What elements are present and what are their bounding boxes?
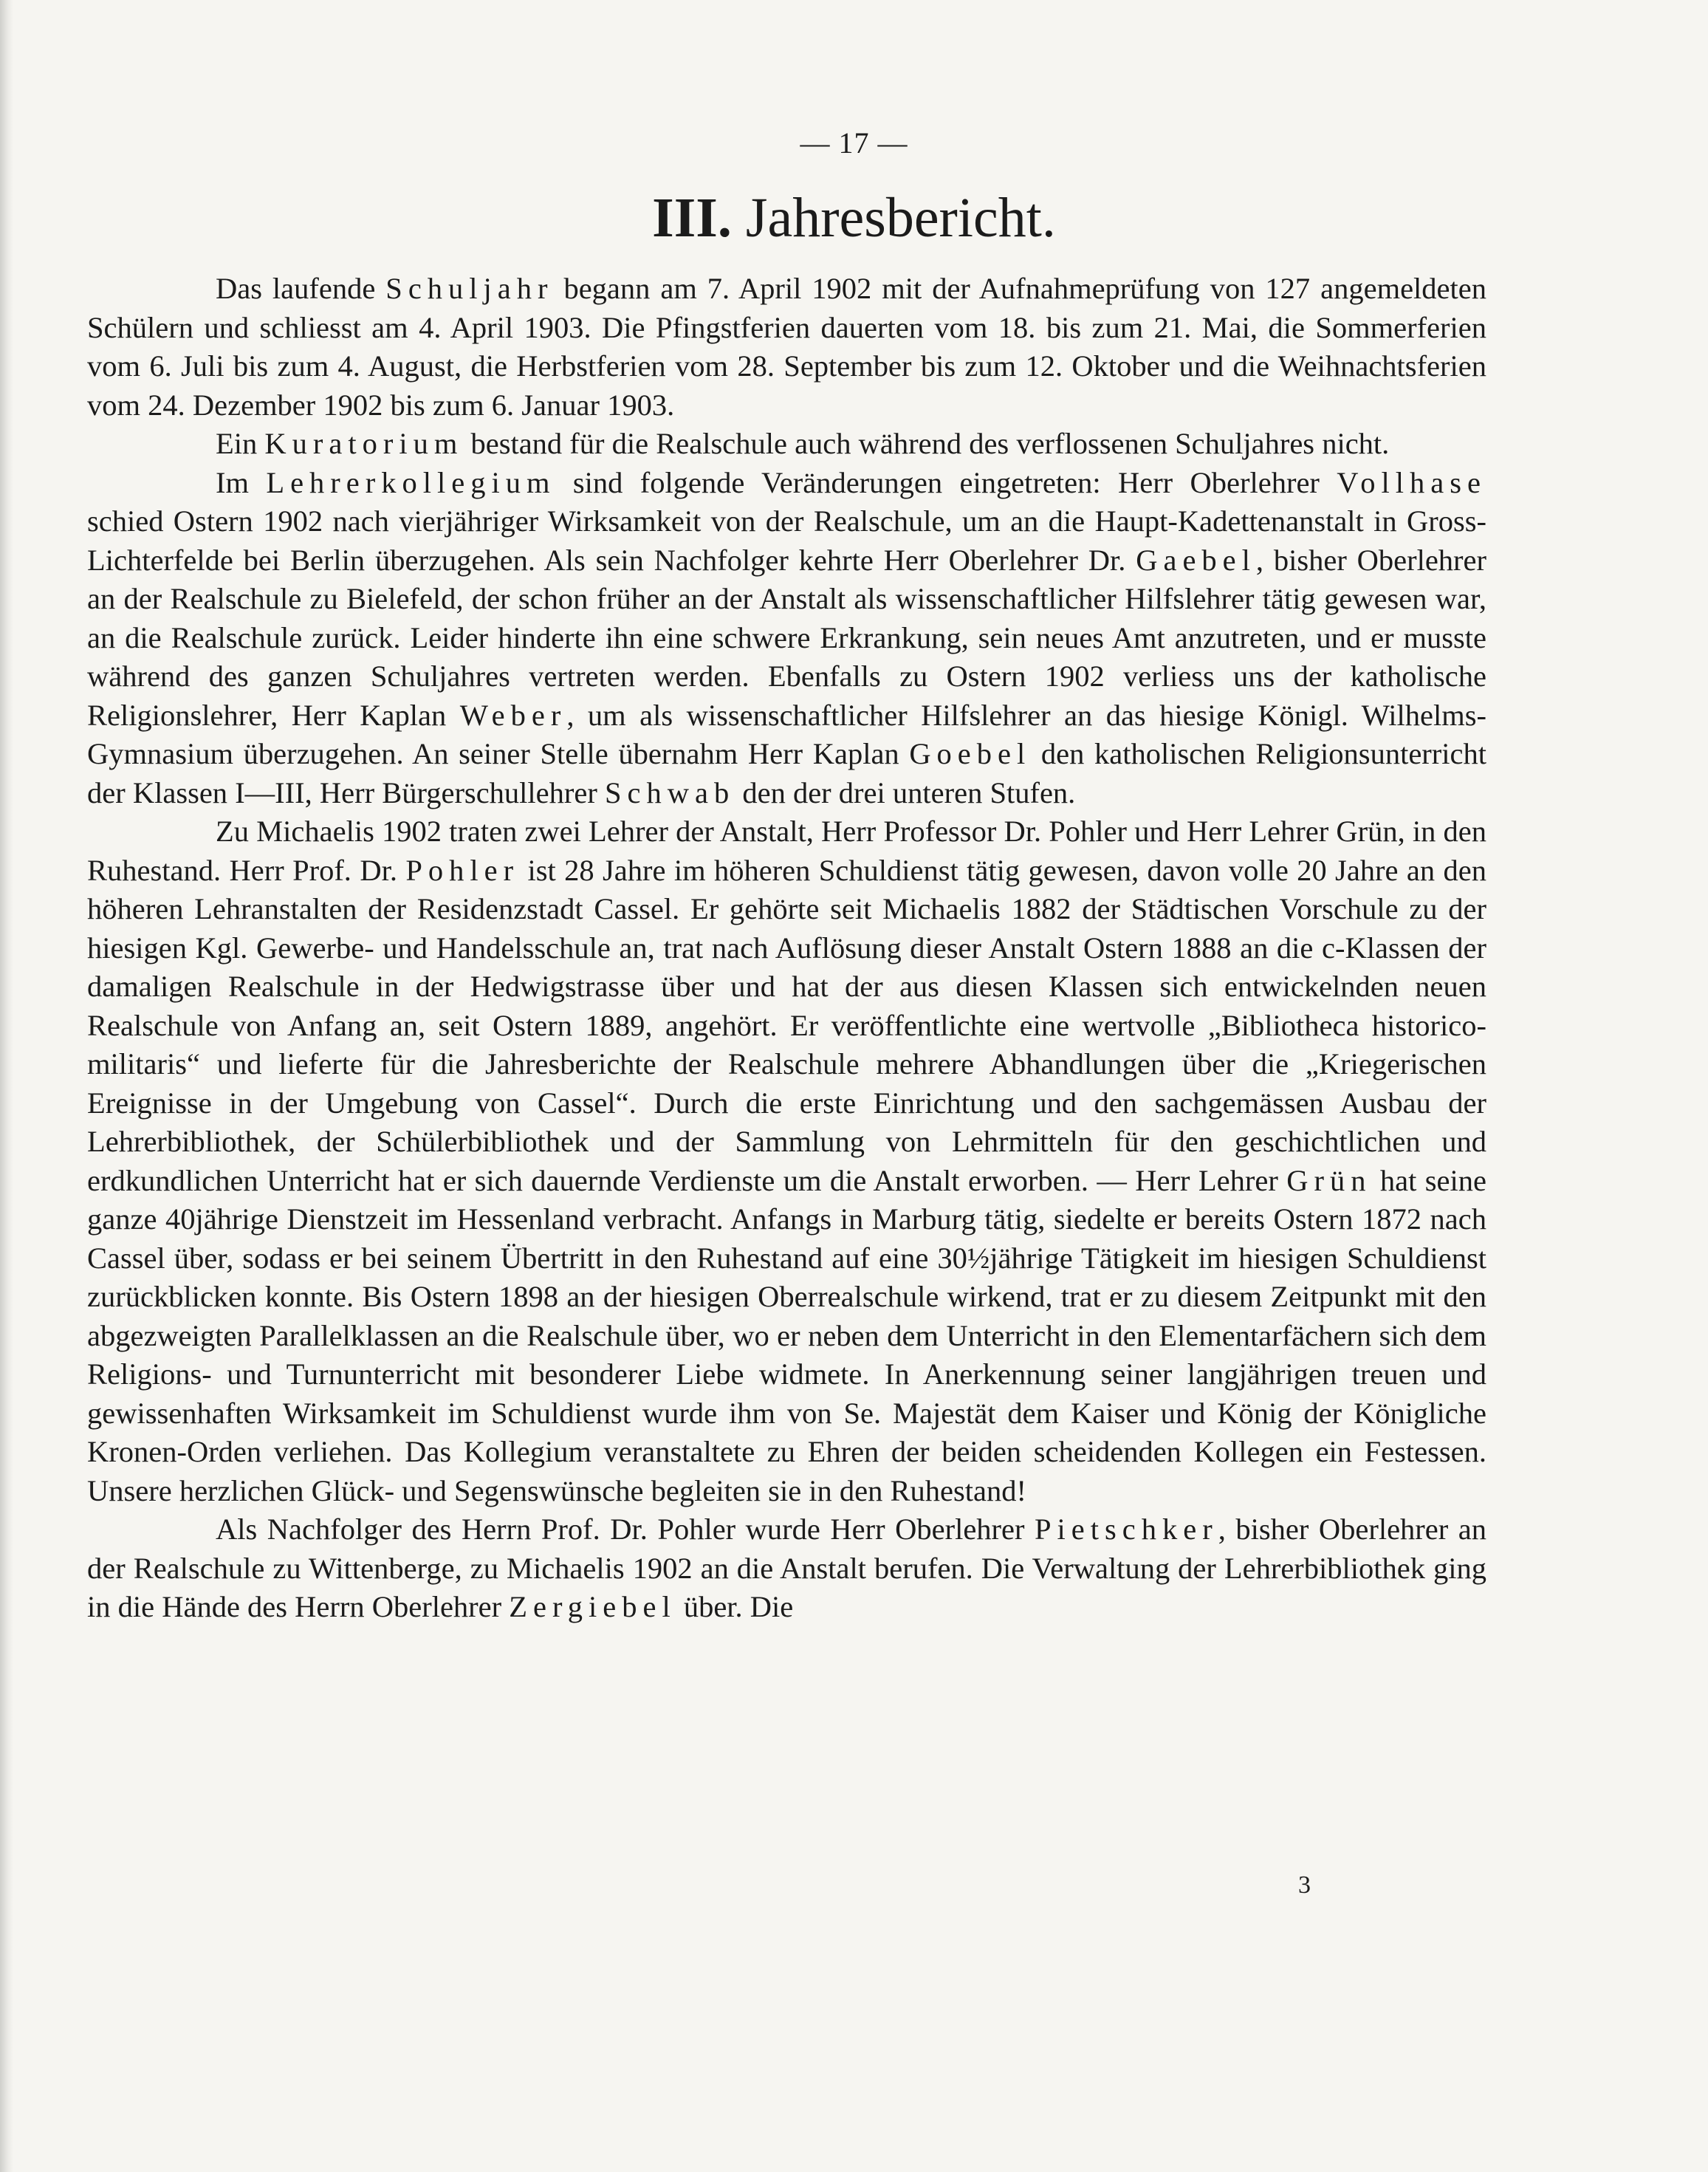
spaced-name: Zergiebel (509, 1590, 676, 1623)
spaced-name: Goebel (909, 737, 1032, 770)
text-run: , bisher Oberlehrer an der Realschule zu Wittenberge, zu Michaelis 1902 an die Anstalt berufen. Die Verwaltung der Lehrerbibliothek ging in die Hände des Herrn Oberlehrer (87, 1512, 1486, 1623)
section-title (0, 185, 1708, 252)
text-run: Ein (216, 427, 265, 460)
spaced-name: Weber (459, 698, 567, 732)
spaced-term: Kuratorium (264, 427, 464, 460)
text-run: den katholischen Religionsunterricht der Klassen I—III, Herr Bürgerschullehrer (87, 737, 1487, 809)
spaced-name: Pohler (405, 853, 520, 887)
body-text (87, 270, 1486, 1627)
paragraph-kuratorium (87, 425, 1486, 464)
text-run: schied Ostern 1902 nach vierjähriger Wirksamkeit von der Realschule, um an die Haupt-Kadettenanstalt in Gross-Lichterfelde bei Berlin überzugehen. Als sein Nachfolger kehrte Herr Oberlehrer Dr. (87, 504, 1486, 577)
text-run: , um als wissenschaftlicher Hilfslehrer an das hiesige Königl. Wilhelms-Gymnasium überzugehen. An seiner Stelle übernahm Herr Kaplan (87, 698, 1486, 770)
spaced-name: Grün (1286, 1163, 1372, 1197)
text-run: Im (216, 465, 267, 499)
text-run: hat seine ganze 40jährige Dienstzeit im Hessenland verbracht. Anfangs in Marburg tätig, siedelte er bereits Ostern 1872 nach Cassel über, sodass er bei seinem Übertritt in den Ruhestand auf eine 30½jährige Tätigkeit im hiesigen Schuldienst zurückblicken konnte. Bis Ostern 1898 an der hiesigen Oberrealschule wirkend, trat er zu diesem Zeitpunkt mit den abgezweigten Parallelklassen an die Realschule über, wo er neben dem Unterricht in den Elementarfächern sich dem Religions- und Turnunterricht mit besonderer Liebe widmete. In Anerkennung seiner langjährigen treuen und gewissenhaften Wirksamkeit im Schuldienst wurde ihm von Se. Majestät dem Kaiser und König der Königliche Kronen-Orden verliehen. Das Kollegium veranstaltete zu Ehren der beiden scheidenden Kollegen ein Festessen. Unsere herzlichen Glück- und Segenswünsche begleiten sie in den Ruhestand! (87, 1163, 1486, 1507)
spaced-name: Pietschker (1035, 1512, 1218, 1546)
sheet-signature: 3 (1298, 1871, 1311, 1899)
text-run: bestand für die Realschule auch während des verflossenen Schuljahres nicht. (463, 427, 1390, 460)
spaced-name: Gaebel (1136, 543, 1256, 577)
page-number: — 17 — (800, 126, 908, 160)
spaced-name: Vollhase (1337, 465, 1486, 499)
paragraph-michaelis (87, 812, 1486, 1510)
text-run: Das laufende (216, 272, 386, 305)
text-run: , bisher Oberlehrer an der Realschule zu Bielefeld, der schon früher an der Anstalt als wissenschaftlicher Hilfslehrer tätig gewesen war, an die Realschule zurück. Leider hinderte ihn eine schwere Erkrankung, sein neues Amt anzutreten, und er musste während des ganzen Schuljahres vertreten werden. Ebenfalls zu Ostern 1902 verliess uns der katholische Religionslehrer, Herr Kaplan (87, 543, 1486, 732)
paragraph-schuljahr (87, 270, 1486, 425)
text-run: den der drei unteren Stufen. (735, 775, 1076, 809)
text-run: Zu Michaelis 1902 traten zwei Lehrer der Anstalt, Herr Professor Dr. Pohler und Herr Lehrer Grün, in den Ruhestand. Herr Prof. Dr. (87, 815, 1486, 887)
spaced-term: Schuljahr (385, 272, 554, 305)
page-edge (0, 0, 13, 2172)
text-run: Als Nachfolger des Herrn Prof. Dr. Pohler wurde Herr Oberlehrer (216, 1512, 1035, 1546)
spaced-name: Schwab (604, 775, 735, 809)
spaced-term: Lehrerkollegium (266, 465, 556, 499)
paragraph-nachfolger (87, 1510, 1486, 1627)
text-run: über. Die (676, 1590, 794, 1623)
section-title-numeral: III. (652, 187, 732, 249)
paragraph-lehrerkollegium (87, 464, 1486, 813)
section-title-text: Jahresbericht. (745, 187, 1056, 249)
text-run: sind folgende Veränderungen eingetreten: Herr Oberlehrer (555, 465, 1337, 499)
text-run: begann am 7. April 1902 mit der Aufnahmeprüfung von 127 angemeldeten Schülern und schliesst am 4. April 1903. Die Pfingstferien dauerten vom 18. bis zum 21. Mai, die Sommerferien vom 6. Juli bis zum 4. August, die Herbstferien vom 28. September bis zum 12. Oktober und die Weihnachtsferien vom 24. Dezember 1902 bis zum 6. Januar 1903. (87, 272, 1486, 422)
text-run: ist 28 Jahre im höheren Schuldienst tätig gewesen, davon volle 20 Jahre an den höheren Lehranstalten der Residenzstadt Cassel. Er gehörte seit Michaelis 1882 der Städtischen Vorschule zu der hiesigen Kgl. Gewerbe- und Handelsschule an, trat nach Auflösung dieser Anstalt Ostern 1888 an die c-Klassen der damaligen Realschule in der Hedwigstrasse über und hat der aus diesen Klassen sich entwickelnden neuen Realschule von Anfang an, seit Ostern 1889, angehört. Er veröffentlichte eine wertvolle „Bibliotheca historico-militaris“ und lieferte für die Jahresberichte der Realschule mehrere Abhandlungen über die „Kriegerischen Ereignisse in der Umgebung von Cassel“. Durch die erste Einrichtung und den sachgemässen Ausbau der Lehrerbibliothek, der Schülerbibliothek und der Sammlung von Lehrmitteln für den geschichtlichen und erdkundlichen Unterricht hat er sich dauernde Verdienste um die Anstalt erworben. — Herr Lehrer (87, 853, 1486, 1197)
